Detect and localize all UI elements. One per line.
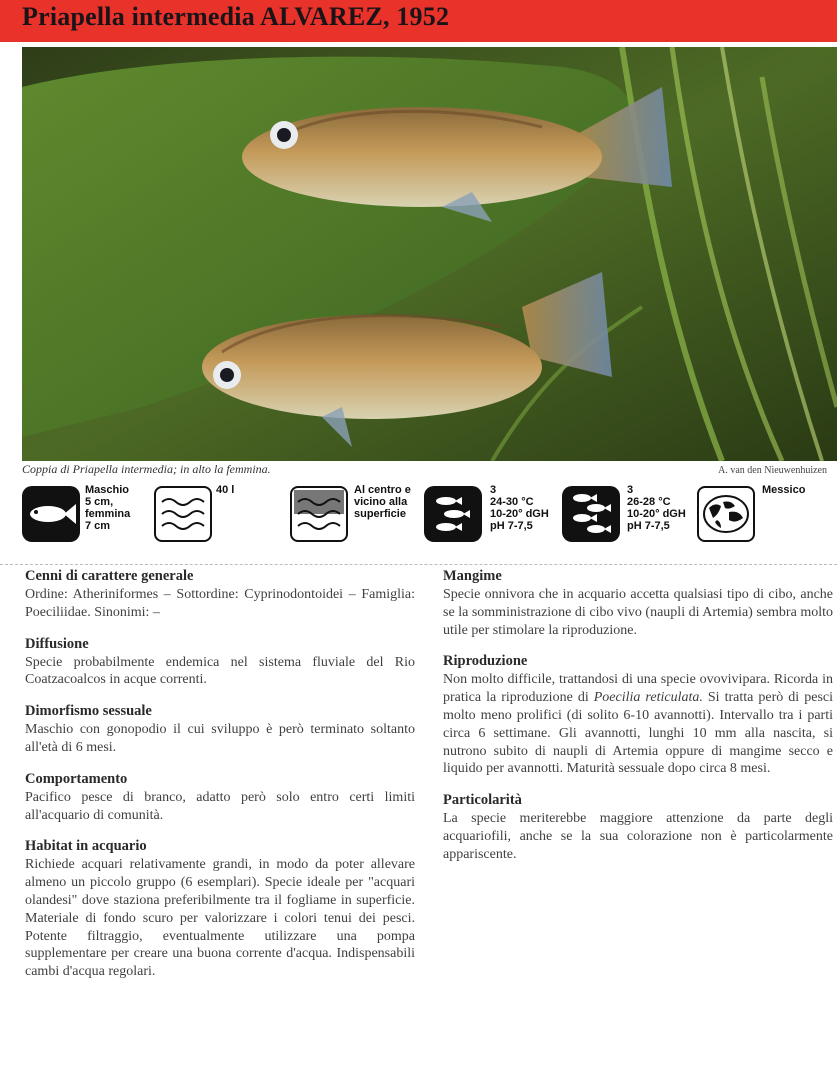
maintenance-icon — [424, 486, 482, 542]
section-heading: Riproduzione — [443, 653, 528, 670]
section-text: Specie onnivora che in acquario accetta qualsiasi tipo di cibo, anche se la somministrazione di cibo vivo (naupli di Artemia) sembra molto utile per stimolare la riproduzione. — [443, 587, 833, 638]
swim-zone-label: Al centro e vicino alla superficie — [354, 484, 411, 520]
section-text: La specie meriterebbe maggiore attenzione da parte degli acquariofili, anche se la sua colorazione non è particolarmente appariscente. — [443, 811, 833, 862]
left-column — [25, 568, 415, 995]
section-heading: Particolarità — [443, 792, 522, 809]
section-text: Pacifico pesce di branco, adatto però solo entro certi limiti all'acquario di comunità. — [25, 789, 415, 823]
divider — [0, 564, 837, 565]
section-heading: Cenni di carattere generale — [25, 568, 194, 584]
fish-size-icon — [22, 486, 80, 542]
section-text: Ordine: Atheriniformes – Sottordine: Cyprinodontoidei – Famiglia: Poeciliidae. Sinonimi: – — [25, 587, 415, 620]
section-reproduction — [443, 653, 833, 778]
breeding-label: 3 26-28 °C 10-20° dGH pH 7-7,5 — [627, 484, 686, 532]
section-text: Maschio con gonopodio il cui sviluppo è però terminato soltanto all'età di 6 mesi. — [25, 722, 415, 755]
volume-label: 40 l — [216, 484, 235, 496]
right-column — [443, 568, 833, 878]
section-heading: Comportamento — [25, 770, 128, 787]
section-text: Specie probabilmente endemica nel sistema fluviale del Rio Coatzacoalcos in acque correnti. — [25, 654, 415, 688]
origin-label: Messico — [762, 484, 806, 496]
section-heading: Dimorfismo sessuale — [25, 703, 152, 720]
section-dimorphism — [25, 703, 415, 757]
page-title: Priapella intermedia ALVAREZ, 1952 — [22, 2, 450, 31]
photo-credit: A. van den Nieuwenhuizen — [718, 465, 827, 476]
fish-photo — [22, 47, 837, 461]
volume-icon — [154, 486, 212, 542]
swim-zone-icon — [290, 486, 348, 542]
section-heading: Mangime — [443, 568, 502, 584]
size-label: Maschio 5 cm, femmina 7 cm — [85, 484, 131, 532]
title-bar — [0, 0, 837, 42]
section-heading: Habitat in acquario — [25, 838, 147, 855]
section-food — [443, 568, 833, 639]
section-text: Richiede acquari relativamente grandi, in modo da poter allevare almeno un piccolo gruppo (6 esemplari). Specie ideale per "acquari olandesi" dove staziona preferibilmente tra il fogliame in superficie. Materiale di fondo scuro per valorizzare i colori tenui dei pesci. Potente filtraggio, eventualmente utilizzare una pompa supplementare per creare una buona corrente d'acqua. Indispensabili cambi d'acqua regolari. — [25, 857, 415, 980]
section-behaviour — [25, 771, 415, 825]
maintenance-label: 3 24-30 °C 10-20° dGH pH 7-7,5 — [490, 484, 549, 532]
photo-caption: Coppia di Priapella intermedia; in alto la femmina. — [22, 462, 271, 476]
breeding-icon — [562, 486, 620, 542]
section-distribution — [25, 636, 415, 690]
globe-icon — [697, 486, 755, 542]
section-habitat — [25, 838, 415, 981]
section-text: Non molto difficile, trattandosi di una specie ovovivipara. Ricorda in pratica la riproduzione di Poecilia reticulata. Si tratta però di pesci molto meno prolifici (di solito 6-10 avannotti). Intervallo tra i parti circa 6 settimane. Gli avannotti, lunghi 10 mm alla nascita, si nutrono subito di naupli di Artemia oppure di mangime secco e liquido per avannotti. Maturità sessuale dopo circa 8 mesi. — [443, 672, 833, 777]
section-general — [25, 568, 415, 622]
section-heading: Diffusione — [25, 635, 89, 652]
section-particularity — [443, 792, 833, 863]
